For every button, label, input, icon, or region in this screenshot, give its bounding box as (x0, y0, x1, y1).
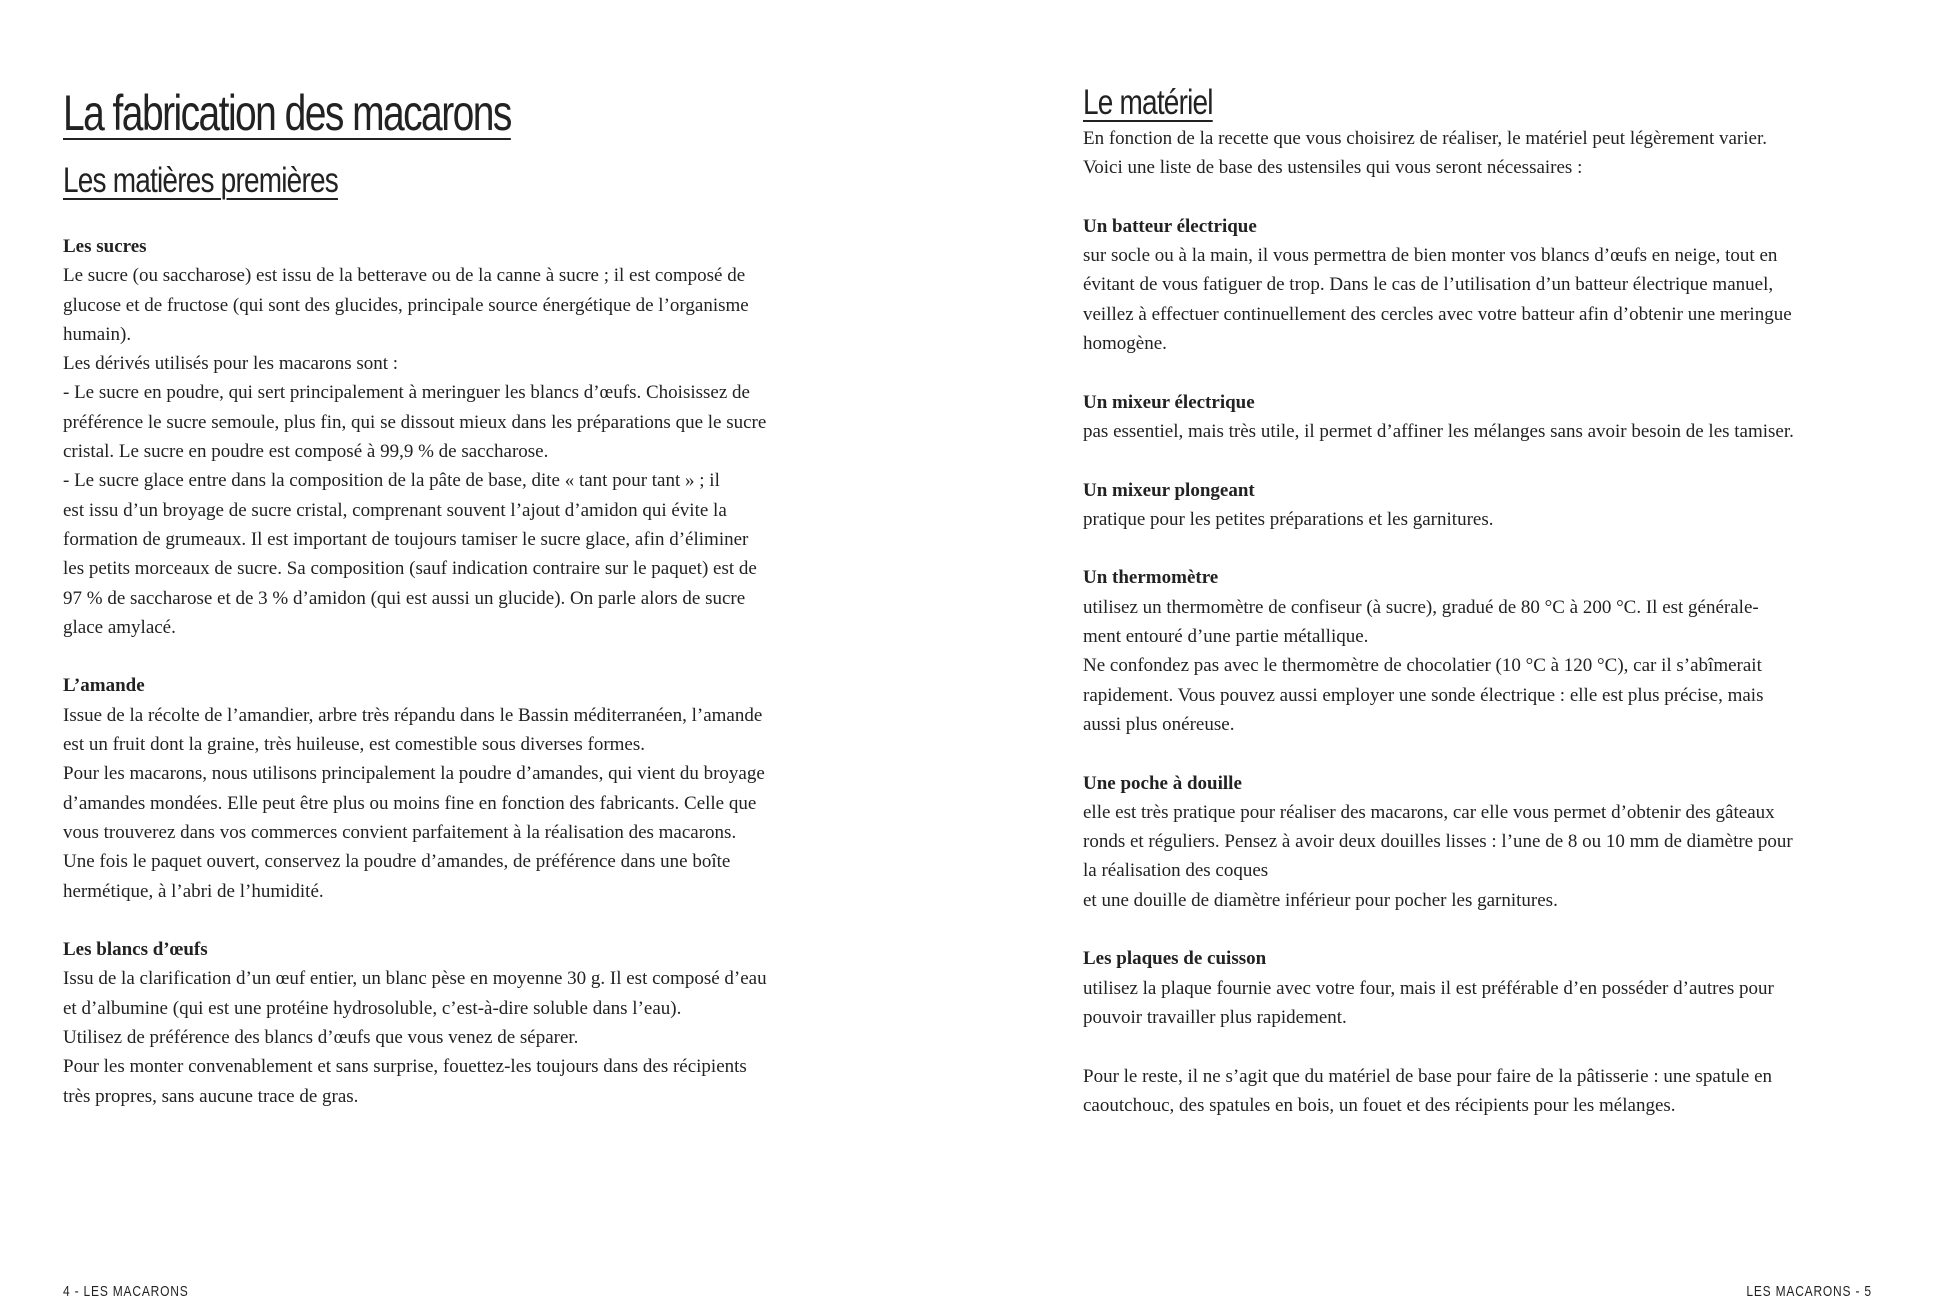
section-paragraph (1083, 798, 1883, 915)
text-line: vous trouverez dans vos commerces convient parfaitement à la réalisation des macarons. (63, 821, 737, 843)
section-heading: Un thermomètre (1083, 567, 1219, 589)
section-block (1083, 563, 1883, 739)
section-block (63, 232, 843, 642)
text-line: utilisez un thermomètre de confiseur (à sucre), gradué de 80 °C à 200 °C. Il est générale- (1083, 596, 1759, 618)
text-line: hermétique, à l’abri de l’humidité. (63, 880, 324, 902)
text-line: pratique pour les petites préparations et les garnitures. (1083, 508, 1494, 530)
text-line: Les dérivés utilisés pour les macarons sont : (63, 353, 399, 375)
section-title-raw-materials: Les matières premières (63, 161, 338, 200)
closing-paragraph (1083, 1062, 1883, 1121)
text-line: pas essentiel, mais très utile, il permet d’affiner les mélanges sans avoir besoin de les tamiser. (1083, 420, 1794, 442)
section-block (1083, 944, 1883, 1032)
right-body-text (1083, 124, 1883, 1149)
section-heading: Les sucres (63, 236, 147, 257)
section-paragraph (1083, 505, 1883, 534)
right-page (1083, 0, 1883, 1313)
section-block (63, 671, 843, 905)
text-line: Voici une liste de base des ustensiles qui vous seront nécessaires : (1083, 157, 1583, 179)
text-line: pouvoir travailler plus rapidement. (1083, 1006, 1347, 1028)
text-line: Le sucre (ou saccharose) est issu de la betterave ou de la canne à sucre ; il est composé de (63, 265, 746, 287)
text-line: et une douille de diamètre inférieur pour pocher les garnitures. (1083, 889, 1558, 911)
text-line: cristal. Le sucre en poudre est composé à 99,9 % de saccharose. (63, 441, 549, 463)
section-paragraph (63, 261, 843, 642)
text-line: elle est très pratique pour réaliser des macarons, car elle vous permet d’obtenir des gâteaux (1083, 801, 1775, 823)
text-line: Pour les monter convenablement et sans surprise, fouettez-les toujours dans des récipients (63, 1056, 747, 1078)
text-line: est un fruit dont la graine, très huileuse, est comestible sous diverses formes. (63, 734, 646, 756)
text-line: - Le sucre en poudre, qui sert principalement à meringuer les blancs d’œufs. Choisissez de (63, 382, 750, 404)
text-line: Issu de la clarification d’un œuf entier, un blanc pèse en moyenne 30 g. Il est composé d’eau (63, 968, 767, 990)
section-block (1083, 769, 1883, 915)
section-paragraph (63, 964, 843, 1110)
text-line: glucose et de fructose (qui sont des glucides, principale source énergétique de l’organisme (63, 294, 749, 316)
section-heading: Une poche à douille (1083, 772, 1242, 794)
section-heading: Les plaques de cuisson (1083, 948, 1267, 970)
folio-left: 4 - LES MACARONS (63, 1283, 189, 1300)
text-line: Pour le reste, il ne s’agit que du matériel de base pour faire de la pâtisserie : une spatule en (1083, 1065, 1773, 1087)
text-line: la réalisation des coques (1083, 860, 1269, 882)
text-line: d’amandes mondées. Elle peut être plus ou moins fine en fonction des fabricants. Celle que (63, 792, 757, 814)
text-line: veillez à effectuer continuellement des cercles avec votre batteur afin d’obtenir une meringue (1083, 303, 1792, 325)
section-paragraph (1083, 593, 1883, 739)
section-heading: Un mixeur électrique (1083, 391, 1255, 413)
text-line: très propres, sans aucune trace de gras. (63, 1085, 359, 1107)
section-heading: L’amande (63, 675, 145, 697)
section-paragraph (1083, 974, 1883, 1033)
text-line: ment entouré d’une partie métallique. (1083, 626, 1369, 648)
folio-right: LES MACARONS - 5 (1746, 1283, 1872, 1300)
text-line: Issue de la récolte de l’amandier, arbre très répandu dans le Bassin méditerranéen, l’amande (63, 704, 763, 726)
left-body-text (63, 232, 843, 1140)
section-heading: Un mixeur plongeant (1083, 479, 1255, 501)
section-title-equipment: Le matériel (1083, 83, 1213, 122)
section-block (1083, 388, 1883, 447)
text-line: Pour les macarons, nous utilisons principalement la poudre d’amandes, qui vient du broyage (63, 763, 765, 785)
text-line: - Le sucre glace entre dans la composition de la pâte de base, dite « tant pour tant » ; il (63, 470, 720, 492)
section-paragraph (1083, 241, 1883, 358)
section-block (1083, 476, 1883, 535)
section-block (1083, 212, 1883, 358)
text-line: utilisez la plaque fournie avec votre four, mais il est préférable d’en posséder d’autres pour (1083, 977, 1774, 999)
text-line: humain). (63, 323, 132, 345)
text-line: aussi plus onéreuse. (1083, 713, 1235, 735)
text-line: préférence le sucre semoule, plus fin, qui se dissout mieux dans les préparations que le sucre (63, 411, 767, 433)
text-line: rapidement. Vous pouvez aussi employer une sonde électrique : elle est plus précise, mais (1083, 684, 1764, 706)
section-heading: Un batteur électrique (1083, 215, 1257, 237)
text-line: formation de grumeaux. Il est important de toujours tamiser le sucre glace, afin d’éliminer (63, 528, 749, 550)
text-line: homogène. (1083, 333, 1167, 355)
text-line: sur socle ou à la main, il vous permettra de bien monter vos blancs d’œufs en neige, tout en (1083, 245, 1778, 267)
text-line: 97 % de saccharose et de 3 % d’amidon (qui est aussi un glucide). On parle alors de sucre (63, 587, 746, 609)
text-line: glace amylacé. (63, 616, 176, 638)
text-line: caoutchouc, des spatules en bois, un fouet et des récipients pour les mélanges. (1083, 1094, 1676, 1116)
left-page (63, 0, 843, 1313)
section-paragraph (1083, 417, 1883, 446)
section-paragraph (63, 701, 843, 906)
text-line: Ne confondez pas avec le thermomètre de chocolatier (10 °C à 120 °C), car il s’abîmerait (1083, 655, 1762, 677)
text-line: Une fois le paquet ouvert, conservez la poudre d’amandes, de préférence dans une boîte (63, 851, 731, 873)
text-line: ronds et réguliers. Pensez à avoir deux douilles lisses : l’une de 8 ou 10 mm de diamètre pour (1083, 831, 1793, 853)
text-line: est issu d’un broyage de sucre cristal, comprenant souvent l’ajout d’amidon qui évite la (63, 499, 727, 521)
text-line: et d’albumine (qui est une protéine hydrosoluble, c’est-à-dire soluble dans l’eau). (63, 997, 682, 1019)
text-line: En fonction de la recette que vous choisirez de réaliser, le matériel peut légèrement varier. (1083, 128, 1767, 149)
text-line: les petits morceaux de sucre. Sa composition (sauf indication contraire sur le paquet) est de (63, 558, 757, 580)
intro-paragraph (1083, 124, 1883, 183)
section-block (63, 935, 843, 1111)
section-heading: Les blancs d’œufs (63, 939, 208, 961)
text-line: Utilisez de préférence des blancs d’œufs que vous venez de séparer. (63, 1027, 579, 1049)
page-title: La fabrication des macarons (63, 85, 511, 141)
text-line: évitant de vous fatiguer de trop. Dans le cas de l’utilisation d’un batteur électrique manuel, (1083, 274, 1774, 296)
